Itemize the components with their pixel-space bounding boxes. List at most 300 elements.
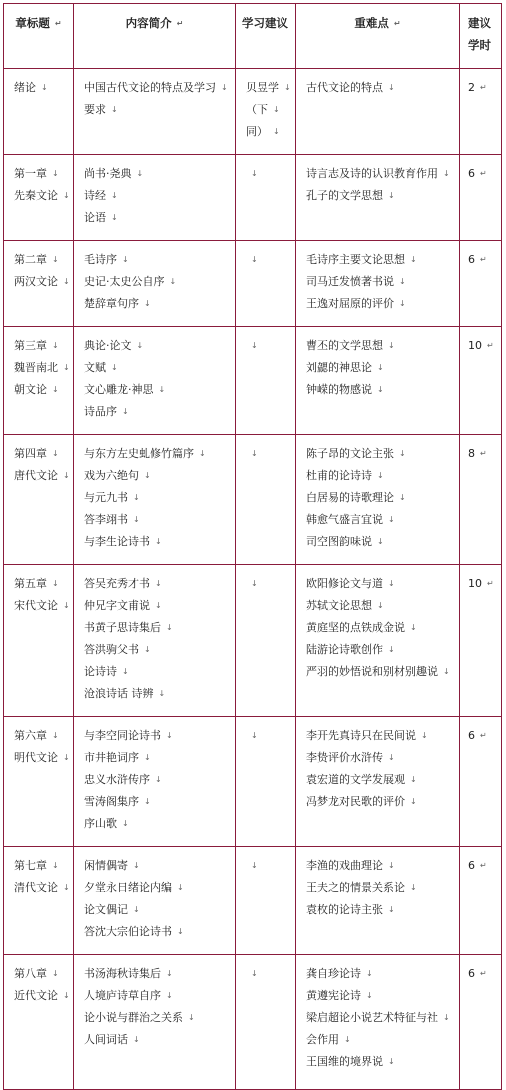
key-points-cell [296, 327, 460, 435]
content-summary-line [84, 443, 235, 465]
line-break-mark: ↓ [377, 385, 384, 394]
suggested-hours-cell [460, 69, 502, 155]
chapter-title-cell [4, 327, 74, 435]
content-summary-text: 典论·论文 [84, 339, 132, 352]
line-break-mark: ↓ [144, 645, 151, 654]
chapter-title-text: 绪论 [14, 81, 36, 94]
line-break-mark: ↓ [122, 667, 129, 676]
content-summary-line [84, 293, 235, 315]
suggested-hours-cell [460, 847, 502, 955]
content-summary-text: 市井艳词序 [84, 751, 139, 764]
chapter-title-text: 魏晋南北 [14, 361, 58, 374]
key-points-line [306, 899, 459, 921]
line-break-mark: ↓ [155, 601, 162, 610]
suggested-hours-cell [460, 327, 502, 435]
content-summary-cell [74, 717, 236, 847]
chapter-title-cell [4, 955, 74, 1090]
chapter-title-text: 第七章 [14, 859, 47, 872]
content-summary-text: 答李翊书 [84, 513, 128, 526]
content-summary-text: 要求 [84, 103, 106, 116]
table-row [4, 847, 502, 955]
suggested-hours-cell [460, 241, 502, 327]
content-summary-text: 与东方左史虬修竹篇序 [84, 447, 194, 460]
line-break-mark: ↓ [251, 169, 258, 178]
content-summary-line [84, 335, 235, 357]
content-summary-text: 闲情偶寄 [84, 859, 128, 872]
line-break-mark: ↓ [199, 449, 206, 458]
key-points-text: 梁启超论小说艺术特征与社 [306, 1011, 438, 1024]
study-advice-cell [236, 327, 296, 435]
key-points-line [306, 163, 459, 185]
study-advice-line [246, 725, 295, 747]
paragraph-mark: ↵ [480, 861, 487, 870]
study-advice-text: （下 [246, 103, 268, 116]
key-points-line [306, 357, 459, 379]
key-points-text: 白居易的诗歌理论 [306, 491, 394, 504]
content-summary-line [84, 163, 235, 185]
paragraph-mark: ↵ [480, 83, 487, 92]
chapter-title-line [14, 877, 73, 899]
line-break-mark: ↓ [111, 213, 118, 222]
line-break-mark: ↓ [155, 579, 162, 588]
key-points-line [306, 747, 459, 769]
line-break-mark: ↓ [63, 363, 70, 372]
line-break-mark: ↓ [388, 753, 395, 762]
line-break-mark: ↓ [144, 299, 151, 308]
line-break-mark: ↓ [388, 645, 395, 654]
content-summary-text: 人间词话 [84, 1033, 128, 1046]
key-points-line [306, 617, 459, 639]
line-break-mark: ↓ [251, 255, 258, 264]
line-break-mark: ↓ [63, 883, 70, 892]
line-break-mark: ↓ [52, 449, 59, 458]
line-break-mark: ↓ [52, 169, 59, 178]
content-summary-text: 论小说与群治之关系 [84, 1011, 183, 1024]
key-points-text: 龚自珍论诗 [306, 967, 361, 980]
study-advice-line [246, 163, 295, 185]
content-summary-line [84, 855, 235, 877]
line-break-mark: ↓ [155, 537, 162, 546]
line-break-mark: ↓ [388, 861, 395, 870]
content-summary-cell [74, 435, 236, 565]
key-points-line [306, 661, 459, 683]
line-break-mark: ↓ [133, 493, 140, 502]
line-break-mark: ↓ [166, 623, 173, 632]
table-row [4, 241, 502, 327]
line-break-mark: ↓ [52, 731, 59, 740]
content-summary-text: 书黄子思诗集后 [84, 621, 161, 634]
table-row [4, 69, 502, 155]
chapter-title-text: 明代文论 [14, 751, 58, 764]
key-points-cell [296, 241, 460, 327]
suggested-hours-value: 10 [468, 577, 482, 590]
key-points-text: 王逸对屈原的评价 [306, 297, 394, 310]
key-points-line [306, 573, 459, 595]
suggested-hours-cell [460, 717, 502, 847]
line-break-mark: ↓ [273, 105, 280, 114]
content-summary-line [84, 99, 235, 121]
key-points-line [306, 791, 459, 813]
content-summary-cell [74, 241, 236, 327]
line-break-mark: ↓ [251, 341, 258, 350]
study-advice-line [246, 77, 295, 99]
content-summary-text: 答洪驹父书 [84, 643, 139, 656]
chapter-title-line [14, 249, 73, 271]
key-points-cell [296, 565, 460, 717]
key-points-text: 冯梦龙对民歌的评价 [306, 795, 405, 808]
chapter-title-line [14, 465, 73, 487]
chapter-title-line [14, 725, 73, 747]
content-summary-line [84, 877, 235, 899]
chapter-title-text: 第一章 [14, 167, 47, 180]
chapter-title-line [14, 985, 73, 1007]
key-points-text: 李渔的戏曲理论 [306, 859, 383, 872]
key-points-line [306, 379, 459, 401]
key-points-text: 陆游论诗歌创作 [306, 643, 383, 656]
chapter-title-text: 近代文论 [14, 989, 58, 1002]
content-summary-cell [74, 155, 236, 241]
content-summary-line [84, 1007, 235, 1029]
line-break-mark: ↓ [188, 1013, 195, 1022]
key-points-cell [296, 155, 460, 241]
study-advice-line [246, 443, 295, 465]
content-summary-text: 诗品序 [84, 405, 117, 418]
line-break-mark: ↓ [133, 905, 140, 914]
suggested-hours-value: 6 [468, 167, 475, 180]
content-summary-line [84, 813, 235, 835]
content-summary-text: 尚书·尧典 [84, 167, 132, 180]
line-break-mark: ↓ [273, 127, 280, 136]
header-content-summary: 内容简介 ↵ [74, 4, 236, 69]
line-break-mark: ↓ [111, 191, 118, 200]
line-break-mark: ↓ [52, 861, 59, 870]
table-row [4, 327, 502, 435]
suggested-hours-value: 6 [468, 967, 475, 980]
line-break-mark: ↓ [377, 363, 384, 372]
line-break-mark: ↓ [377, 537, 384, 546]
line-break-mark: ↓ [410, 255, 417, 264]
study-advice-text: 同） [246, 125, 268, 138]
line-break-mark: ↓ [122, 255, 129, 264]
chapter-title-line [14, 357, 73, 379]
key-points-text: 司马迁发愤著书说 [306, 275, 394, 288]
suggested-hours-cell [460, 155, 502, 241]
content-summary-line [84, 77, 235, 99]
content-summary-text: 与元九书 [84, 491, 128, 504]
chapter-title-text: 唐代文论 [14, 469, 58, 482]
line-break-mark: ↓ [52, 385, 59, 394]
paragraph-mark: ↵ [480, 969, 487, 978]
study-advice-cell [236, 955, 296, 1090]
table-row [4, 435, 502, 565]
chapter-title-text: 宋代文论 [14, 599, 58, 612]
key-points-line [306, 443, 459, 465]
key-points-text: 袁宏道的文学发展观 [306, 773, 405, 786]
content-summary-line [84, 531, 235, 553]
line-break-mark: ↓ [133, 861, 140, 870]
key-points-text: 王国维的境界说 [306, 1055, 383, 1068]
key-points-cell [296, 847, 460, 955]
study-advice-cell [236, 435, 296, 565]
study-advice-cell [236, 155, 296, 241]
content-summary-line [84, 487, 235, 509]
content-summary-text: 论文偶记 [84, 903, 128, 916]
key-points-text: 严羽的妙悟说和别材别趣说 [306, 665, 438, 678]
suggested-hours-cell [460, 435, 502, 565]
chapter-title-text: 第六章 [14, 729, 47, 742]
header-chapter-title: 章标题 ↵ [4, 4, 74, 69]
table-row [4, 565, 502, 717]
line-break-mark: ↓ [52, 341, 59, 350]
header-key-points: 重难点 ↵ [296, 4, 460, 69]
suggested-hours-value: 10 [468, 339, 482, 352]
key-points-cell [296, 717, 460, 847]
paragraph-mark: ↵ [480, 169, 487, 178]
key-points-text: 杜甫的论诗诗 [306, 469, 372, 482]
content-summary-cell [74, 69, 236, 155]
key-points-line [306, 1007, 459, 1029]
chapter-title-line [14, 855, 73, 877]
line-break-mark: ↓ [144, 753, 151, 762]
suggested-hours-cell [460, 565, 502, 717]
chapter-title-text: 朝文论 [14, 383, 47, 396]
paragraph-mark: ↵ [480, 255, 487, 264]
line-break-mark: ↓ [377, 601, 384, 610]
syllabus-table [3, 3, 502, 1090]
content-summary-cell [74, 955, 236, 1090]
key-points-cell [296, 955, 460, 1090]
key-points-line [306, 639, 459, 661]
key-points-text: 李开先真诗只在民间说 [306, 729, 416, 742]
content-summary-line [84, 271, 235, 293]
line-break-mark: ↓ [166, 731, 173, 740]
study-advice-cell [236, 241, 296, 327]
chapter-title-line [14, 335, 73, 357]
chapter-title-cell [4, 69, 74, 155]
content-summary-line [84, 639, 235, 661]
content-summary-text: 论语 [84, 211, 106, 224]
chapter-title-line [14, 77, 73, 99]
line-break-mark: ↓ [366, 969, 373, 978]
key-points-text: 李贽评价水浒传 [306, 751, 383, 764]
key-points-line [306, 595, 459, 617]
content-summary-cell [74, 565, 236, 717]
suggested-hours-value: 6 [468, 859, 475, 872]
line-break-mark: ↓ [166, 991, 173, 1000]
line-break-mark: ↓ [52, 255, 59, 264]
key-points-text: 袁枚的论诗主张 [306, 903, 383, 916]
paragraph-mark: ↵ [487, 579, 494, 588]
key-points-line [306, 509, 459, 531]
line-break-mark: ↓ [410, 623, 417, 632]
key-points-text: 黄遵宪论诗 [306, 989, 361, 1002]
content-summary-text: 楚辞章句序 [84, 297, 139, 310]
content-summary-line [84, 1029, 235, 1051]
line-break-mark: ↓ [63, 601, 70, 610]
line-break-mark: ↓ [443, 1013, 450, 1022]
chapter-title-cell [4, 847, 74, 955]
chapter-title-line [14, 963, 73, 985]
line-break-mark: ↓ [344, 1035, 351, 1044]
line-break-mark: ↓ [177, 883, 184, 892]
study-advice-line [246, 121, 295, 143]
line-break-mark: ↓ [410, 797, 417, 806]
key-points-line [306, 531, 459, 553]
key-points-text: 毛诗序主要文论思想 [306, 253, 405, 266]
line-break-mark: ↓ [366, 991, 373, 1000]
line-break-mark: ↓ [111, 363, 118, 372]
chapter-title-text: 第二章 [14, 253, 47, 266]
chapter-title-line [14, 443, 73, 465]
suggested-hours-value: 8 [468, 447, 475, 460]
line-break-mark: ↓ [421, 731, 428, 740]
header-row [4, 4, 502, 69]
chapter-title-text: 第三章 [14, 339, 47, 352]
line-break-mark: ↓ [251, 579, 258, 588]
line-break-mark: ↓ [122, 819, 129, 828]
key-points-line [306, 769, 459, 791]
key-points-text: 苏轼文论思想 [306, 599, 372, 612]
line-break-mark: ↓ [251, 861, 258, 870]
key-points-line [306, 985, 459, 1007]
line-break-mark: ↓ [388, 1057, 395, 1066]
content-summary-text: 序山歌 [84, 817, 117, 830]
line-break-mark: ↓ [158, 689, 166, 698]
suggested-hours-value: 6 [468, 253, 475, 266]
key-points-line [306, 249, 459, 271]
study-advice-line [246, 249, 295, 271]
content-summary-line [84, 747, 235, 769]
key-points-line [306, 487, 459, 509]
header-suggested-hours: 建议学时 [460, 4, 502, 69]
content-summary-text: 毛诗序 [84, 253, 117, 266]
line-break-mark: ↓ [251, 969, 258, 978]
key-points-text: 孔子的文学思想 [306, 189, 383, 202]
line-break-mark: ↓ [41, 83, 48, 92]
key-points-line [306, 1029, 459, 1051]
line-break-mark: ↓ [63, 991, 70, 1000]
line-break-mark: ↓ [399, 299, 406, 308]
chapter-title-line [14, 573, 73, 595]
key-points-line [306, 335, 459, 357]
key-points-line [306, 877, 459, 899]
line-break-mark: ↓ [399, 277, 406, 286]
study-advice-line [246, 573, 295, 595]
line-break-mark: ↓ [388, 341, 395, 350]
key-points-line [306, 465, 459, 487]
content-summary-line [84, 379, 235, 401]
line-break-mark: ↓ [155, 775, 162, 784]
line-break-mark: ↓ [144, 471, 151, 480]
content-summary-cell [74, 327, 236, 435]
table-row [4, 717, 502, 847]
key-points-line [306, 725, 459, 747]
study-advice-line [246, 335, 295, 357]
chapter-title-cell [4, 241, 74, 327]
line-break-mark: ↓ [388, 515, 395, 524]
study-advice-line [246, 99, 295, 121]
study-advice-cell [236, 847, 296, 955]
content-summary-text: 雪涛阁集序 [84, 795, 139, 808]
line-break-mark: ↓ [63, 753, 70, 762]
chapter-title-text: 两汉文论 [14, 275, 58, 288]
paragraph-mark: ↵ [480, 449, 487, 458]
content-summary-line [84, 661, 235, 683]
study-advice-cell [236, 69, 296, 155]
line-break-mark: ↓ [377, 471, 384, 480]
content-summary-line [84, 725, 235, 747]
key-points-text: 古代文论的特点 [306, 81, 383, 94]
key-points-line [306, 271, 459, 293]
content-summary-line [84, 791, 235, 813]
study-advice-line [246, 855, 295, 877]
key-points-text: 王夫之的情景关系论 [306, 881, 405, 894]
suggested-hours-value: 6 [468, 729, 475, 742]
line-break-mark: ↓ [399, 493, 406, 502]
key-points-text: 诗言志及诗的认识教育作用 [306, 167, 438, 180]
line-break-mark: ↓ [136, 169, 144, 178]
chapter-title-text: 清代文论 [14, 881, 58, 894]
line-break-mark: ↓ [443, 169, 450, 178]
content-summary-text: 论诗诗 [84, 665, 117, 678]
line-break-mark: ↓ [410, 883, 417, 892]
line-break-mark: ↓ [399, 449, 406, 458]
line-break-mark: ↓ [111, 105, 118, 114]
line-break-mark: ↓ [177, 927, 184, 936]
line-break-mark: ↓ [52, 969, 59, 978]
chapter-title-cell [4, 717, 74, 847]
chapter-title-line [14, 163, 73, 185]
line-break-mark: ↓ [251, 731, 258, 740]
content-summary-text: 答沈大宗伯论诗书 [84, 925, 172, 938]
content-summary-text: 与李生论诗书 [84, 535, 150, 548]
line-break-mark: ↓ [122, 407, 129, 416]
paragraph-mark: ↵ [487, 341, 494, 350]
key-points-text: 曹丕的文学思想 [306, 339, 383, 352]
study-advice-cell [236, 565, 296, 717]
key-points-text: 会作用 [306, 1033, 339, 1046]
suggested-hours-value: 2 [468, 81, 475, 94]
content-summary-text: 诗经 [84, 189, 106, 202]
line-break-mark: ↓ [388, 83, 395, 92]
content-summary-text: 文心雕龙·神思 [84, 383, 154, 396]
chapter-title-cell [4, 565, 74, 717]
chapter-title-line [14, 595, 73, 617]
key-points-text: 黄庭坚的点铁成金说 [306, 621, 405, 634]
line-break-mark: ↓ [388, 579, 395, 588]
content-summary-text: 沧浪诗话 诗辨 [84, 687, 154, 700]
table-row [4, 155, 502, 241]
line-break-mark: ↓ [221, 83, 228, 92]
content-summary-text: 仲兄字文甫说 [84, 599, 150, 612]
line-break-mark: ↓ [136, 341, 144, 350]
content-summary-line [84, 985, 235, 1007]
line-break-mark: ↓ [410, 775, 417, 784]
line-break-mark: ↓ [52, 579, 59, 588]
key-points-text: 司空图韵味说 [306, 535, 372, 548]
content-summary-line [84, 595, 235, 617]
line-break-mark: ↓ [443, 667, 450, 676]
content-summary-line [84, 249, 235, 271]
content-summary-text: 史记·太史公自序 [84, 275, 165, 288]
chapter-title-line [14, 379, 73, 401]
content-summary-line [84, 921, 235, 943]
line-break-mark: ↓ [63, 191, 70, 200]
content-summary-text: 文赋 [84, 361, 106, 374]
line-break-mark: ↓ [166, 969, 173, 978]
content-summary-line [84, 207, 235, 229]
content-summary-text: 中国古代文论的特点及学习 [84, 81, 216, 94]
